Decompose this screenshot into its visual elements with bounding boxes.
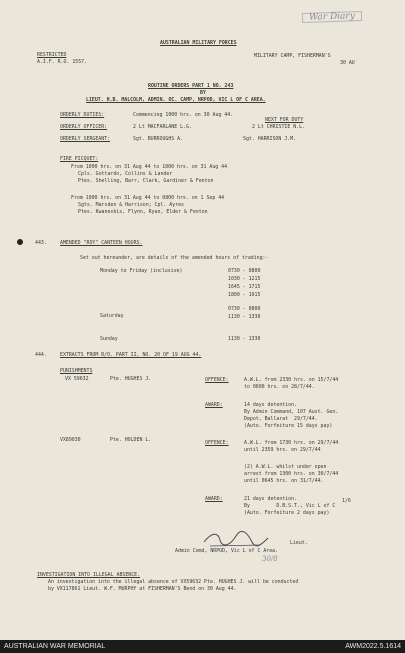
investigation-title: INVESTIGATION INTO ILLEGAL ABSENCE. xyxy=(37,572,141,578)
award-text: (Auto. Forfeiture 15 days pay) xyxy=(244,423,333,429)
sunday-hours: 1130 - 1330 xyxy=(228,336,261,342)
fire-picquet-line: From 1000 hrs. on 31 Aug 44 to 1000 hrs. on 31 Aug 44 xyxy=(71,164,228,170)
saturday-hours: 0730 - 0800 xyxy=(228,306,261,312)
award-text: 14 days detention. xyxy=(244,402,297,408)
signature-rank: Lieut. xyxy=(290,540,308,546)
weekday-hours: 1030 - 1215 xyxy=(228,276,261,282)
fire-picquet-line: From 1000 hrs. on 31 Aug 44 to 0800 hrs. on 1 Sep 44 xyxy=(71,195,225,201)
soldier-number: VX 59632 xyxy=(65,376,89,382)
orderly-duties-value: Commencing 1000 hrs. on 30 Aug 44. xyxy=(133,112,234,118)
weekday-hours: 1645 - 1715 xyxy=(228,284,261,290)
award-label: AWARD: xyxy=(205,402,223,408)
war-diary-handwriting: War Diary xyxy=(302,11,362,23)
camp-date: 30 AU xyxy=(340,60,355,66)
item-444-title: EXTRACTS FROM R/O. PART II, NO. 20 OF 19 AUG 44. xyxy=(60,352,202,358)
item-443-intro: Set out hereunder, are details of the amended hours of trading:- xyxy=(80,255,269,261)
weekday-hours: 1800 - 1915 xyxy=(228,292,261,298)
award-text: (Auto. Forfeiture 2 days pay) xyxy=(244,510,330,516)
orderly-sergeant-next: Sgt. HARRISON J.M. xyxy=(243,136,296,142)
item-443-number: 443. xyxy=(35,240,47,246)
award-text: Depot, Ballarat 29/7/44. xyxy=(244,416,318,422)
routine-orders-title: ROUTINE ORDERS PART 1 NO. 243 xyxy=(148,83,234,89)
award-text: 21 days detention. xyxy=(244,496,297,502)
by-line: BY xyxy=(200,90,206,96)
by-name: LIEUT. H.B. MALCOLM, ADMIN. OC. CAMP, NRPOD, VIC L OF C AREA. xyxy=(86,97,266,103)
fire-picquet-line: Cpls. Gottardo, Collins & Lander xyxy=(78,171,173,177)
reference-number: A.I.F. R.O. 1557. xyxy=(37,59,88,65)
date-mark: 30/8 xyxy=(262,555,278,563)
offence-text: until 0645 hrs. on 31/7/44. xyxy=(244,478,324,484)
investigation-text: An investigation into the illegal absence of VX59632 Pte. HUGHES J. will be conducted xyxy=(48,579,299,585)
soldier-name: Pte. HOLDEN L. xyxy=(110,437,152,443)
punch-hole xyxy=(17,239,23,245)
orderly-officer-next: 2 Lt CHRISTIE N.L. xyxy=(252,124,305,130)
offence-label: OFFENCE: xyxy=(205,440,229,446)
footer-accession: AWM2022.5.1614 xyxy=(345,643,401,650)
sunday-label: Sunday xyxy=(100,336,118,342)
document-heading: AUSTRALIAN MILITARY FORCES xyxy=(160,40,237,46)
footer-institution: AUSTRALIAN WAR MEMORIAL xyxy=(4,643,106,650)
item-443-title: AMENDED "ROY" CANTEEN HOURS. xyxy=(60,240,143,246)
archive-footer xyxy=(0,640,405,653)
award-text: By Admin Command, 107 Aust. Gen. xyxy=(244,409,339,415)
orderly-officer-value: 2 Lt MACFARLANE L.G. xyxy=(133,124,192,130)
item-444-number: 444. xyxy=(35,352,47,358)
saturday-label: Saturday xyxy=(100,313,124,319)
offence-text: (2) A.W.L. whilst under open xyxy=(244,464,327,470)
restricted-label: RESTRICTED xyxy=(37,52,67,58)
offence-label: OFFENCE: xyxy=(205,377,229,383)
weekday-hours: 0730 - 0800 xyxy=(228,268,261,274)
weekday-label: Monday to Friday (inclusive) xyxy=(100,268,183,274)
offence-text: arrest from 1300 hrs. on 30/7/44 xyxy=(244,471,339,477)
fire-picquet-line: Ptes. Shelling, Barr, Clark, Gardiner & Fenton xyxy=(78,178,214,184)
next-for-duty: NEXT FOR DUTY xyxy=(265,117,304,123)
orderly-sergeant-label: ORDERLY SERGEANT: xyxy=(60,136,111,142)
offence-text: to 0600 hrs. on 28/7/44. xyxy=(244,384,315,390)
orderly-sergeant-value: Sgt. BURROUGHS A. xyxy=(133,136,184,142)
saturday-hours: 1130 - 1330 xyxy=(228,314,261,320)
offence-text: until 2359 hrs. on 29/7/44 xyxy=(244,447,321,453)
investigation-text: by VX117861 Lieut. W.F. MURPHY at FISHERMAN'S Bend on 30 Aug 44. xyxy=(48,586,237,592)
award-label: AWARD: xyxy=(205,496,223,502)
soldier-number: VX89030 xyxy=(60,437,81,443)
fire-picquet-line: Ptes. Kwaneskis, Flynn, Ryan, Elder & Fenton xyxy=(78,209,208,215)
signature-line: Admin Comd, NRPOD, Vic L of C Area. xyxy=(175,548,279,554)
offence-text: A.W.L. from 2330 hrs. on 15/7/44 xyxy=(244,377,339,383)
fire-picquet-line: Sgts. Marsden & Harrison; Cpl. Ayres xyxy=(78,202,184,208)
orderly-officer-label: ORDERLY OFFICER: xyxy=(60,124,108,130)
fire-picquet-label: FIRE PICQUET: xyxy=(60,156,99,162)
award-text: By D.B.S.T., Vic L of C xyxy=(244,503,336,509)
soldier-name: Pte. HUGHES J. xyxy=(110,376,152,382)
margin-mark: 1/6 xyxy=(342,498,351,504)
punishments-label: PUNISHMENTS xyxy=(60,368,93,374)
offence-text: A.W.L. from 1730 hrs. on 29/7/44 xyxy=(244,440,339,446)
camp-name: MILITARY CAMP, FISHERMAN'S xyxy=(254,53,331,59)
orderly-duties-label: ORDERLY DUTIES: xyxy=(60,112,105,118)
handwritten-signature xyxy=(200,528,270,550)
